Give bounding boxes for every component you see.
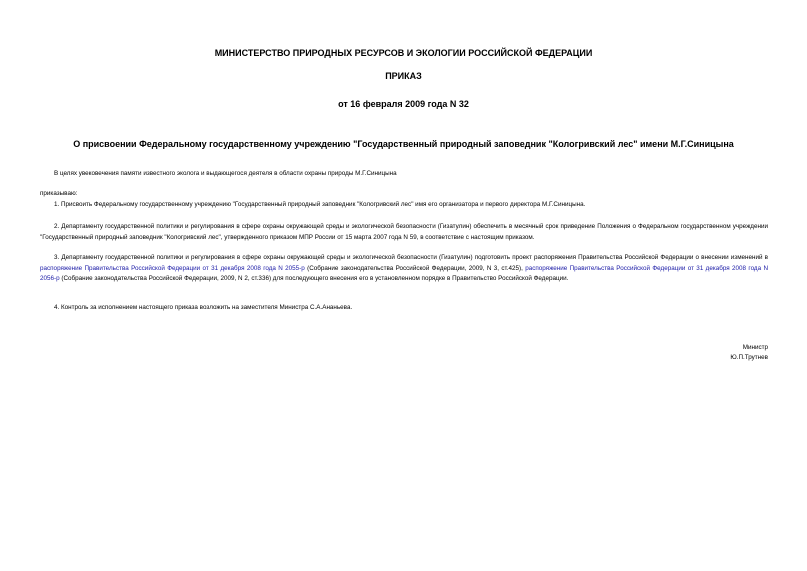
document-type: ПРИКАЗ xyxy=(385,71,422,81)
item-4: 4. Контроль за исполнением настоящего приказа возложить на заместителя Министра С.А.Ананьева. xyxy=(54,304,353,311)
item-1: 1. Присвоить Федеральному государственному учреждению "Государственный природный заповедник "Кологривский лес" имя его организатора и первого директора М.Г.Синицына. xyxy=(54,201,586,208)
item-2: 2. Департаменту государственной политики и регулирования в сфере охраны окружающей среды и экологической безопасности (Гизатулин) обеспечить в месячный срок приведение Положения о Федеральном государственном учреждении "Государственный природный заповедник "Кологривский лес", утвержденного приказом МПР России от 15 марта 2007 года N 59, в соответствие с настоящим приказом. xyxy=(40,223,768,241)
link-order-2056[interactable]: распоряжение Правительства Российской Федерации от 31 декабря 2008 года N 2056-р xyxy=(40,264,769,282)
link-order-2055[interactable]: распоряжение Правительства Российской Федерации от 31 декабря 2008 года N 2055-р xyxy=(40,264,305,272)
document-subject: О присвоении Федеральному государственному учреждению "Государственный природный заповедник "Кологривский лес" имени М.Г.Синицына xyxy=(73,139,734,149)
signature-name: Ю.П.Трутнев xyxy=(730,354,768,361)
order-word: приказываю: xyxy=(40,190,78,197)
ministry-heading: МИНИСТЕРСТВО ПРИРОДНЫХ РЕСУРСОВ И ЭКОЛОГИИ РОССИЙСКОЙ ФЕДЕРАЦИИ xyxy=(214,48,593,58)
item-3-text-b: (Собрание законодательства Российской Федерации, 2009, N 3, ст.425), xyxy=(304,264,526,272)
item-3-text-c: (Собрание законодательства Российской Федерации, 2009, N 2, ст.336) для последующего внесения его в установленном порядке в Правительство Российской Федерации. xyxy=(59,275,569,282)
item-3 xyxy=(40,253,768,285)
intro-paragraph: В целях увековечения памяти известного эколога и выдающегося деятеля в области охраны природы М.Г.Синицына xyxy=(54,170,397,177)
document-date-number: от 16 февраля 2009 года N 32 xyxy=(338,99,469,109)
item-3-text-a: 3. Департаменту государственной политики и регулирования в сфере охраны окружающей среды и экологической безопасности (Гизатулин) подготовить проект распоряжения Правительства Российской Федерации о внесении изменений в xyxy=(54,254,768,261)
signature-title: Министр xyxy=(742,344,768,351)
